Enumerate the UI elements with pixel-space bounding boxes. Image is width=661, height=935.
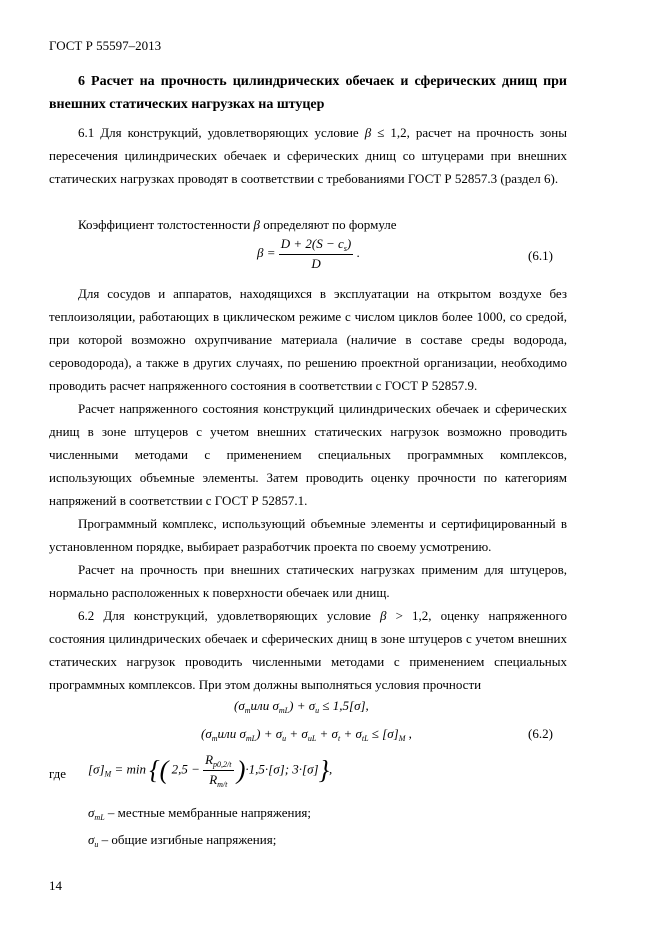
text-run: ≤ 1,2, расчет на прочность зоны пересечения цилиндрических обечаек и сферических днищ со штуцерами при внешних статических нагрузках проводят в соответствии с требованиями ГОСТ Р 52857.3 (раздел 6). (49, 125, 567, 186)
paragraph-software: Программный комплекс, использующий объемные элементы и сертифицированный в установленном порядке, выбирает разработчик проекта по своему усмотрению. (49, 516, 567, 554)
document-header: ГОСТ Р 55597–2013 (49, 38, 162, 53)
formula-6-2-line1: ($\sigma_mили$ $\sigma_{mL}) + \sigma_u \le 1,5[\sigma]$, (234, 698, 369, 715)
page-number: 14 (49, 878, 62, 893)
fraction-denominator: D (311, 256, 321, 271)
equation-number-6-2: (6.2) (528, 726, 553, 741)
beta-symbol: β (364, 125, 372, 140)
text-run: > 1,2, оценку напряженного состояния цилиндрических обечаек и сферических днищ в зоне штуцеров с учетом внешних статических нагрузок проводить численными методами с применением специальных программных комплексов. При этом должны выполняться условия прочности (49, 608, 567, 692)
section-title: 6 Расчет на прочность цилиндрических обечаек и сферических днищ при внешних статических нагрузках на штуцер (49, 74, 567, 112)
formula-6-2-line2: ($\sigma_mили$ $\sigma_{mL}) + \sigma_u + \sigma_{uL} + \sigma_t + \sigma_{tL} \le [\sigma]_M$ , (201, 726, 412, 743)
formula-6-1 (257, 236, 360, 272)
paragraph-stress-analysis: Расчет напряженного состояния конструкций цилиндрических обечаек и сферических днищ в зоне штуцеров с учетом внешних статических нагрузок возможно проводить численными методами с применением специальных программных комплексов, использующих объемные элементы. Затем проводить оценку прочности по категориям напряжений в соответствии с ГОСТ Р 52857.1. (49, 401, 567, 508)
text-run: определяют по формуле (260, 217, 397, 232)
paragraph-6-2 (49, 604, 567, 696)
formula-fraction (279, 236, 354, 272)
text-run: Коэффициент толстостенности (78, 217, 254, 232)
paragraph-applicability: Расчет на прочность при внешних статических нагрузках применим для штуцеров, нормально расположенных к поверхности обечаек или днищ. (49, 562, 567, 600)
formula-lhs: β = (257, 244, 276, 260)
equation-number-6-1: (6.1) (528, 248, 553, 263)
paragraph-coefficient (49, 213, 567, 236)
text-run: 6.1 Для конструкций, удовлетворяющих условие (78, 125, 365, 140)
definition-local-membrane: $\sigma_{mL}$ – местные мембранные напряжения; (88, 805, 311, 822)
text-run: 6.2 Для конструкций, удовлетворяющих условие (78, 608, 381, 623)
beta-symbol: β (253, 217, 261, 232)
allowable-stress-formula: $[\sigma]_M = \min$ {( 2,5 − $\frac{R_{p0,2/t}}{R_{m/t}}$ )·1,5·[σ]; 3·[σ]}, (88, 752, 333, 789)
definition-bending: $\sigma_u$ – общие изгибные напряжения; (88, 832, 277, 849)
paragraph-6-1 (49, 121, 567, 190)
formula-period: . (356, 244, 360, 260)
strength-ratio-fraction: $\frac{R_{p0,2/t}}{R_{m/t}}$ (205, 752, 232, 789)
where-label: где (49, 766, 67, 781)
paragraph-vessels: Для сосудов и аппаратов, находящихся в эксплуатации на открытом воздухе без теплоизоляции, работающих в циклическом режиме с числом циклов более 1000, со средой, при которой возможно охрупчивание материала (наличие в составе среды водорода, сероводорода), а также в других случаях, по решению проектной организации, необходимо проводить расчет напряженного состояния в соответствии с ГОСТ Р 52857.9. (49, 286, 567, 393)
fraction-numerator: $D + 2(S - c_s)$ (280, 236, 352, 253)
beta-symbol: β (380, 608, 387, 623)
